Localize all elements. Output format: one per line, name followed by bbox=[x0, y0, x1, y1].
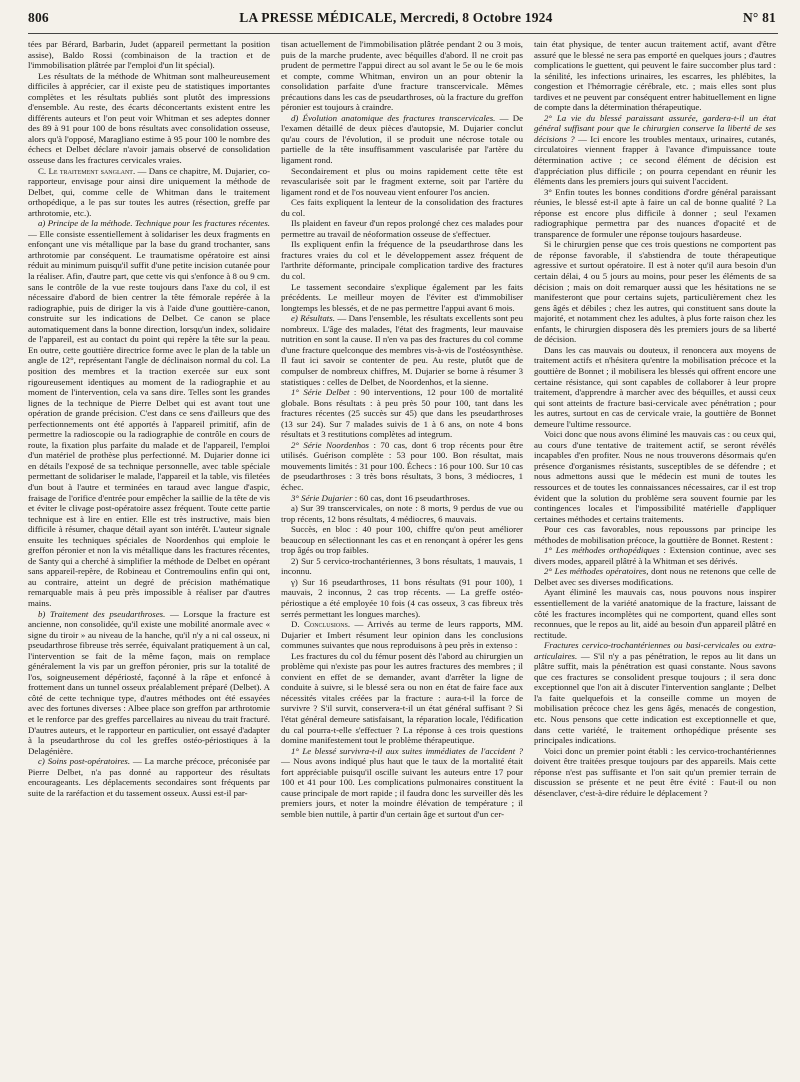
list-heading: 1° Les méthodes orthopédiques bbox=[544, 545, 660, 556]
paragraph: Le tassement secondaire s'explique également par les faits précédents. Le meilleur moyen de l'éviter est d'immobiliser longtemps les blessés, et de ne pas permettre l'appui avant 6 mois. bbox=[281, 281, 523, 313]
journal-title-line: LA PRESSE MÉDICALE, Mercredi, 8 Octobre 1924 bbox=[239, 10, 553, 25]
paragraph: Pour ces cas favorables, nous repoussons par principe les méthodes de mobilisation précoce, la gouttière de Bonnet. Restent : bbox=[534, 524, 776, 545]
paragraph: 3° Série Dujarier : 60 cas, dont 16 pseudarthroses. bbox=[291, 492, 470, 503]
paragraph: 1° Les méthodes orthopédiques : Extension continue, avec ses divers modes, appareil plâtré à la Whitman et ses dérivés. bbox=[534, 545, 776, 566]
subsection-heading: b) Traitement des pseudarthroses. bbox=[38, 608, 166, 619]
issue-date: Mercredi, 8 Octobre 1924 bbox=[400, 10, 553, 25]
paragraph: Secondairement et plus ou moins rapidement cette tête est revascularisée soit par le fragment externe, soit par l'artère du ligament rond et de l'os nouveau vient enfourer l'os ancien. bbox=[281, 165, 523, 197]
paragraph: Les résultats de la méthode de Whitman sont malheureusement difficiles à apprécier, car il existe peu de statistiques importantes complètes et les résultats publiés sont plutôt des impressions d'ensemble. Au reste, des écarts déconcertants existent entre les différents auteurs et l'on peut voir Whitman et ses adeptes donner des 89 à 91 pour 100 de bons résultats avec consolidation osseuse, alors qu'à l'opposé, Maragliano estime à 95 pour 100 le nombre des échecs et Delbet déclare n'avoir jamais observé de consolidation osseuse dans les fractures cervicales vraies. bbox=[28, 70, 270, 166]
paragraph: Voici donc que nous avons éliminé les mauvais cas : ou ceux qui, au cours d'une tentative de traitement actif, se seront révélés incapables d'en profiter. Nous ne nous trouverons désormais qu'en présence d'organismes résistants, susceptibles de se défendre ; et nous admettons aussi que le médecin est muni de toutes les ressources et de toutes les connaissances nécessaires, car il est trop évident que la solution du problème sera souvent fournie par les contingences locales et l'impossibilité matérielle d'appliquer certaines méthodes et certains traitements. bbox=[534, 429, 776, 524]
subsection-heading: e) Résultats. bbox=[291, 313, 335, 324]
paragraph: Dans les cas mauvais ou douteux, il renoncera aux moyens de traitement actifs et n'hésitera qu'entre la mobilisation précoce et la gouttière de Bonnet ; il mobilisera les blessés qui offrent encore une certaine résistance, qui sont capables de collaborer à leur propre traitement, d'apprendre à marcher avec des béquilles, et aussi ceux qui sont atteints de fracture basi-cervicale avec pénétration ; pour les autres, surtout en cas de cervicale vraie, la gouttière de Bonnet demeure l'ultime ressource. bbox=[534, 344, 776, 429]
subsection-heading: Fractures cervico-trochantériennes ou basi-cervicales ou extra-articulaires. bbox=[534, 640, 776, 661]
paragraph: c) Soins post-opératoires. — La marche précoce, préconisée par Pierre Delbet, n'a pas donné au rapporteur des résultats encourageants. Les déplacements secondaires sont fréquents par suite de la raréfaction et du tassement osseux. Aussi est-il par- bbox=[28, 756, 270, 798]
paragraph: Ces faits expliquent la lenteur de la consolidation des fractures du col. bbox=[281, 197, 523, 218]
page-header bbox=[28, 10, 778, 34]
paragraph: 2° Série Noordenhos : 70 cas, dont 6 trop récents pour être utilisés. Guérison complète : 53 pour 100. Bon résultat, mais mouvements limités : 31 pour 100. Échecs : 16 pour 100. Sur 10 cas de pseudarthroses : 3 très bons résultats, 3 bons, 3 médiocres, 1 échec. bbox=[281, 439, 523, 492]
series-heading: 2° Série Noordenhos bbox=[291, 439, 369, 450]
column-3 bbox=[534, 39, 776, 1079]
question-heading: 2° La vie du blessé paraissant assurée, gardera-t-il un état général suffisant pour que le chirurgien conserve la liberté de ses décisions ? bbox=[534, 112, 776, 144]
paragraph: 1° Série Delbet : 90 interventions, 12 pour 100 de mortalité globale. Bons résultats : à peu près 50 pour 100, tant dans les fractures récentes (25 succès sur 45) que dans les pseudarthroses (13 sur 24). Sur 7 malades suivis de 1 à 6 ans, on note 4 bons résultats et 3 restitutions complètes ad integrum. bbox=[281, 387, 523, 440]
article-columns bbox=[28, 39, 778, 1079]
paragraph: e) Résultats. — Dans l'ensemble, les résultats excellents sont peu nombreux. L'âge des malades, l'état des fragments, leur mauvaise nutrition en sont la cause. Il n'en va pas des fractures du col comme d'une fracture quelconque des membres vis-à-vis de l'ostéosynthèse. Il faut ici savoir se contenter de peu. Au reste, plutôt que de compulser de nombreux chiffres, M. Dujarier se borne à résumer 3 statistiques : celles de Delbet, de Noordenhos, et la sienne. bbox=[281, 313, 523, 387]
paragraph: Fractures cervico-trochantériennes ou basi-cervicales ou extra-articulaires. — S'il n'y a pas pénétration, le repos au lit dans un plâtre suffit, mais la pénétration est quasi constante. Nous savons que ces fractures se consolident presque toujours ; il sera donc exceptionnel que l'on ait à discuter l'intervention sanglante ; Delbet l'a faite quelquefois et la conseille comme un moyen de mobilisation précoce chez les gens âgés, menacés de congestion, etc. Nous pensons que cette indication est exceptionnelle et que, dans cette variété, le traitement orthopédique présente ses principales indications. bbox=[534, 640, 776, 746]
paragraph: 2) Sur 5 cervico-trochantériennes, 3 bons résultats, 1 mauvais, 1 inconnu. bbox=[281, 555, 523, 577]
paragraph: 1° Le blessé survivra-t-il aux suites immédiates de l'accident ? — Nous avons indiqué plus haut que le taux de la mortalité était fort appréciable puisqu'il oscille suivant les auteurs entre 17 pour 100 et 41 pour 100. Les complications pulmonaires constituent la cause principale de mort rapide ; il faudra donc les surveiller dès les premiers jours, et noter la moindre élévation de température ; il semble bien nuttile, à partir d'un certain âge et surtout d'un cer- bbox=[281, 745, 523, 819]
paragraph: γ) Sur 16 pseudarthroses, 11 bons résultats (91 pour 100), 1 mauvais, 2 inconnus, 2 cas trop récents. — La greffe ostéo-périostique a été employée 10 fois (4 cas osseux, 3 cas fibreux très serrés permettant les longues marches). bbox=[281, 576, 523, 619]
paragraph: Les fractures du col du fémur posent dès l'abord au chirurgien un problème qui n'existe pas pour les autres fractures des membres ; il convient en effet de se demander, avant d'arrêter la ligne de conduite à suivre, si le blessé sera ou non en état de faire face aux nécessités vitales créées par la fracture : aura-t-il la force de survivre ? S'il survit, conservera-t-il un état général suffisant ? Si l'état général demeure satisfaisant, la réparation locale, l'édification du cal pourra-t-elle s'effectuer ? La réponse à ces trois questions domine manifestement tout le problème thérapeutique. bbox=[281, 650, 523, 746]
column-2 bbox=[281, 39, 523, 1079]
paragraph: 2° Les méthodes opératoires, dont nous ne retenons que celle de Delbet avec ses diverses modifications. bbox=[534, 566, 776, 587]
subsection-heading: c) Soins post-opératoires. bbox=[38, 756, 131, 767]
paragraph: tain état physique, de tenter aucun traitement actif, avant d'être assuré que le blessé ne sera pas emporté en quelques jours ; d'autres complications le guettent, qui peuvent le faire succomber plus tard : la sénilité, les infections urinaires, les escarres, les phlébites, la congestion et l'hémorragie cérébrale, etc. ; mais elles sont plus tardives et ne peuvent par conséquent entrer habituellement en ligne de compte dans la détermination thérapeutique. bbox=[534, 39, 776, 113]
page-number: 806 bbox=[28, 10, 49, 25]
paragraph: C. Le traitement sanglant. — Dans ce chapitre, M. Dujarier, co-rapporteur, envisage pour ainsi dire uniquement la méthode de Delbet, qui, comme celle de Whitman dans le traitement orthopédique, a le pas sur toutes les autres (résection, greffe par arthrotomie, etc.). bbox=[28, 165, 270, 218]
paragraph: b) Traitement des pseudarthroses. — Lorsque la fracture est ancienne, non consolidée, qu'il existe une mobilité anormale avec « signe du tiroir » au niveau de la hanche, qu'il n'y a ni cal osseux, ni pseudarthrose fibreuse très serrée, équivalant pratiquement à un cal, l'intervention se fait de la même façon, mais on remplace généralement la vis par un greffon péronier, pris sur la totalité de l'os, soigneusement dépériosté, façonné à la râpe et enfoncé à frottement dans un tunnel osseux préalablement préparé (Delbet). A côté de cette technique type, d'autres méthodes ont été essayées avec des fortunes diverses : Albee place son greffon par arthrotomie et le renforce par des greffes parcellaires au niveau du trait fracturé. D'autres auteurs, et le rapporteur en particulier, ont essayé d'adapter à la pseudarthrose du col les greffes ostéo-périostiques à la Delagénière. bbox=[28, 608, 270, 756]
question-heading: 1° Le blessé survivra-t-il aux suites immédiates de l'accident ? bbox=[291, 745, 523, 756]
issue-number: N° 81 bbox=[742, 10, 776, 25]
section-heading: D. Conclusions. bbox=[291, 619, 351, 630]
paragraph: tisan actuellement de l'immobilisation plâtrée pendant 2 ou 3 mois, puis de la marche prudente, avec béquilles d'abord. Il ne croit pas prudent de permettre l'appui direct au sol avant le 5e ou le 6e mois et compte, comme Whitman, environ un an pour obtenir la consolidation parfaite d'une fracture transcervicale. Mêmes précautions dans les cas de pseudarthroses, où la fracture du greffon péronier est toujours à craindre. bbox=[281, 39, 523, 113]
paragraph: Ayant éliminé les mauvais cas, nous pouvons nous inspirer essentiellement de la variété anatomique de la fracture, laissant de côté les fractures incomplètes qui ne comportent, quand elles sont reconnues, que le repos au lit, aidé au besoin d'un appareil plâtré en rectitude. bbox=[534, 587, 776, 640]
section-heading: C. Le traitement sanglant. bbox=[38, 165, 136, 176]
subsection-heading: d) Évolution anatomique des fractures transcervicales. bbox=[291, 112, 496, 123]
paragraph: tées par Bérard, Barbarin, Judet (appareil permettant la position assise), Baldo Rossi (combinaison de la traction et de l'immobilisation plâtrée par l'emploi d'un lit spécial). bbox=[28, 39, 270, 71]
journal-title: LA PRESSE MÉDICALE bbox=[239, 10, 393, 25]
series-heading: 1° Série Delbet bbox=[291, 387, 350, 398]
paragraph: 3° Enfin toutes les bonnes conditions d'ordre général paraissant réunies, le blessé est-il apte à faire un cal de bonne qualité ? La réponse est encore plus difficile à donner ; seul l'examen radiographique permettra par des nuances d'opacité et de transparence de formuler une réponse toujours hasardeuse. bbox=[534, 186, 776, 239]
paragraph: D. Conclusions. — Arrivés au terme de leurs rapports, MM. Dujarier et Imbert résument leur opinion dans les conclusions communes suivantes que nous reproduisons à peu près in extenso : bbox=[281, 619, 523, 651]
paragraph: a) Principe de la méthode. Technique pour les fractures récentes. — Elle consiste essentiellement à solidariser les deux fragments en enfonçant une vis métallique par la base du grand trochanter, sans arthrotomie par conséquent. Le traumatisme opératoire est ainsi réduit au minimum puisqu'il suffit d'une petite incision cutanée pour la réaliser. Afin, d'autre part, que cette vis qui s'enfonce à 8 ou 9 cm. sans le contrôle de la vue reste toujours dans l'axe du col, il est nécessaire d'abord de bien centrer la tête fémorale repérée à la radiographie, puis de diriger la vis à l'aide d'une gouttière-canon, construite sur les indications de Delbet. Ce canon se place automatiquement dans la bonne direction, lorsqu'un index, solidaire de l'appareil, est au contact du point qui repère la tête sur la peau. En outre, cette gouttière directrice forme avec le plan de la table un angle de 12°, représentant l'angle de déclinaison normal du col. La position des membres et la traction exercée sur eux sont rigoureusement identiques au moment de la radiographie et au moment de l'intervention, cela va sans dire. Telles sont les grandes lignes de la technique de Pierre Delbet qui est avant tout une opération de grande précision. C'est dans ce sens d'ailleurs que des perfectionnements ont été apportés à l'appareil primitif, afin de permettre la radioscopie ou la radiographie de contrôle en cours de route, la fixation plus parfaite du malade et de l'appareil, l'emploi d'un matériel de prothèse plus perfectionné. M. Dujarier donne ici en détails l'exposé de sa technique personnelle, avec table spéciale permettant de solidariser le malade, l'appareil et la table, vis filetées d'un bout à l'autre et terminées en taraud avec langue d'aspic, fraisage de l'orifice d'entrée pour empêcher la saillie de la tête de vis et éviter le clivage post-opératoire assez fréquent. Toute cette partie technique est à lire en entier. Elle est très instructive, mais bien difficile à résumer, chaque détail ayant son intérêt. L'auteur signale ensuite les techniques spéciales de Noordenhos qui emploie le greffon péronier et non la vis métallique dans les fractures récentes, de Santy qui a cherché à simplifier la méthode de Delbet en opérant sans appareil-repère, de Robineau et Contremoulins enfin qui ont, au contraire, atteint un degré de précision mathématique remarquable mais à peu près impossible à réaliser par d'autres mains. bbox=[28, 218, 270, 608]
paragraph: a) Sur 39 transcervicales, on note : 8 morts, 9 perdus de vue ou trop récents, 12 bons résultats, 4 médiocres, 6 mauvais. bbox=[281, 503, 523, 524]
paragraph: Ils expliquent enfin la fréquence de la pseudarthrose dans les fractures vraies du col et le développement assez fréquent de l'arthrite déformante, principale complication tardive des fractures du col. bbox=[281, 239, 523, 282]
paragraph: Si le chirurgien pense que ces trois questions ne comportent pas de réponse favorable, il s'abstiendra de toute thérapeutique agressive et surtout opératoire. Il est à noter qu'il aura besoin d'un certain délai, 4 ou 5 jours au moins, pour peser les éléments de sa décision ; mais on doit remarquer aussi que les hésitations ne se manifesteront que pour certains sujets, particulièrement chez les gens âgés et débiles ; chez les autres, qui constituent sans doute la majorité, et notamment chez les adultes, à plus forte raison chez les enfants, le chirurgien disposera dès les premiers jours de sa liberté de décision. bbox=[534, 239, 776, 345]
subsection-heading: a) Principe de la méthode. Technique pour les fractures récentes. bbox=[38, 218, 270, 229]
paragraph: 2° La vie du blessé paraissant assurée, gardera-t-il un état général suffisant pour que le chirurgien conserve la liberté de ses décisions ? — Ici encore les troubles mentaux, urinaires, cutanés, circulatoires viennent frapper à l'avance d'impuissance toute détermination active ; ce second élément de décision est d'appréciation plus difficile ; on pourra cependant en réunir les éléments dans les premiers jours qui suivent l'accident. bbox=[534, 112, 776, 187]
paragraph: Succès, en bloc : 40 pour 100, chiffre qu'on peut améliorer beaucoup en sélectionnant les cas et en renonçant à opérer les gens trop âgés ou trop faibles. bbox=[281, 524, 523, 556]
list-heading: 2° Les méthodes opératoires, bbox=[544, 566, 649, 577]
column-1 bbox=[28, 39, 270, 1079]
paragraph: d) Évolution anatomique des fractures transcervicales. — De l'examen détaillé de deux pièces d'autopsie, M. Dujarier conclut qu'au cours de l'évolution, il se produit une nécrose totale ou partielle de la tête insuffisamment vascularisée par l'artère du ligament rond. bbox=[281, 112, 523, 166]
paragraph: Ils plaident en faveur d'un repos prolongé chez ces malades pour permettre au travail de néoformation osseuse de s'effectuer. bbox=[281, 218, 523, 239]
paragraph: Voici donc un premier point établi : les cervico-trochantériennes doivent être traitées presque toujours par des appareils. Mais cette réponse n'est pas suffisante et l'on sait qu'un premier terrain de discussion se présente et ne peut être évité : Faut-il ou non désenclaver, c'est-à-dire réduire le déplacement ? bbox=[534, 745, 776, 798]
series-heading: 3° Série Dujarier bbox=[291, 492, 353, 503]
